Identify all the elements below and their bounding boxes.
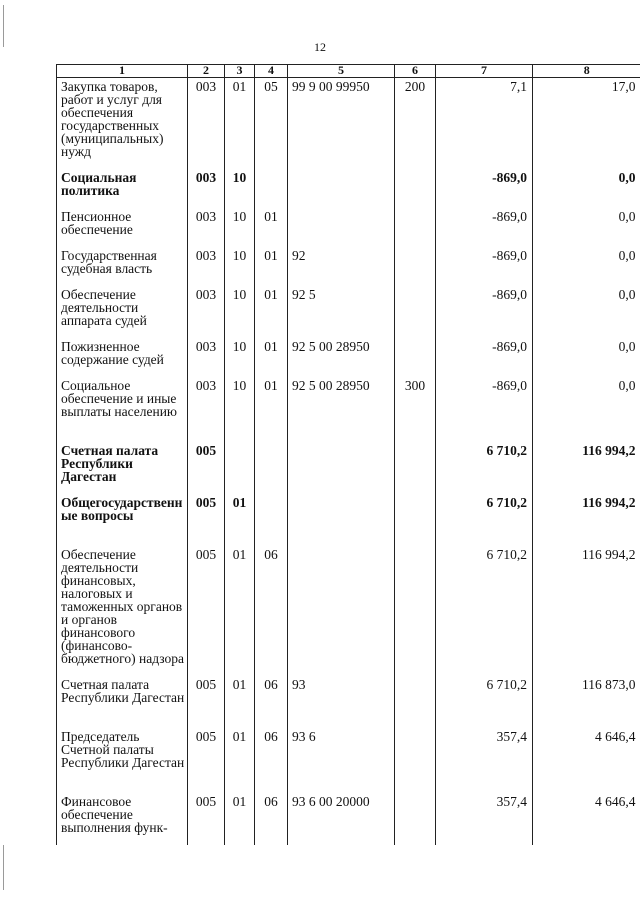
row-value-cell: -869,0 (436, 208, 533, 247)
row-name-cell: Обеспечение деятельности финансовых, налоговых и таможенных органов и органов финансового (финансово-бюджетного) надзора (57, 546, 188, 676)
row-value-cell: 357,4 (436, 793, 533, 845)
row-value-cell (395, 546, 436, 676)
row-value-cell: 01 (225, 728, 255, 793)
row-value-cell: -869,0 (436, 286, 533, 338)
row-value-cell: 01 (225, 793, 255, 845)
row-value-cell: 005 (188, 676, 225, 728)
row-value-cell: 0,0 (533, 208, 640, 247)
row-value-cell (255, 494, 288, 546)
row-value-cell: 01 (225, 494, 255, 546)
row-value-cell: 92 (288, 247, 395, 286)
row-value-cell: 92 5 00 28950 (288, 377, 395, 442)
row-value-cell: 0,0 (533, 169, 640, 208)
row-value-cell: 0,0 (533, 377, 640, 442)
row-value-cell: 93 6 (288, 728, 395, 793)
table-row (57, 676, 640, 728)
row-value-cell (288, 546, 395, 676)
column-header: 4 (255, 65, 288, 78)
row-value-cell: 6 710,2 (436, 676, 533, 728)
column-header: 2 (188, 65, 225, 78)
row-value-cell: 116 994,2 (533, 442, 640, 494)
row-name-cell: Пожизненное содержание судей (57, 338, 188, 377)
row-value-cell: 005 (188, 442, 225, 494)
row-value-cell: 06 (255, 728, 288, 793)
row-value-cell: 92 5 (288, 286, 395, 338)
row-value-cell: -869,0 (436, 338, 533, 377)
row-value-cell: 116 994,2 (533, 494, 640, 546)
row-value-cell (395, 208, 436, 247)
row-value-cell (395, 338, 436, 377)
row-value-cell: 10 (225, 169, 255, 208)
row-value-cell: 6 710,2 (436, 442, 533, 494)
row-value-cell: 01 (225, 676, 255, 728)
table-row (57, 442, 640, 494)
row-value-cell: 005 (188, 728, 225, 793)
row-value-cell (395, 793, 436, 845)
table-row (57, 286, 640, 338)
row-value-cell: 4 646,4 (533, 728, 640, 793)
row-value-cell: 92 5 00 28950 (288, 338, 395, 377)
row-name-cell: Пенсионное обеспечение (57, 208, 188, 247)
row-value-cell: 003 (188, 286, 225, 338)
row-name-cell: Общегосударственные вопросы (57, 494, 188, 546)
row-value-cell: 116 873,0 (533, 676, 640, 728)
table-row (57, 208, 640, 247)
column-header: 8 (533, 65, 640, 78)
row-value-cell: 10 (225, 286, 255, 338)
row-value-cell (255, 442, 288, 494)
table-row (57, 338, 640, 377)
row-value-cell: 0,0 (533, 338, 640, 377)
row-value-cell: 003 (188, 247, 225, 286)
row-value-cell (395, 286, 436, 338)
table-row (57, 793, 640, 845)
row-value-cell: -869,0 (436, 377, 533, 442)
row-name-cell: Финансовое обеспечение выполнения функ- (57, 793, 188, 845)
row-name-cell: Председатель Счетной палаты Республики Дагестан (57, 728, 188, 793)
table-row (57, 546, 640, 676)
row-value-cell (288, 442, 395, 494)
row-name-cell: Счетная палата Республики Дагестан (57, 442, 188, 494)
row-value-cell: 01 (255, 286, 288, 338)
row-value-cell: 116 994,2 (533, 546, 640, 676)
column-header: 5 (288, 65, 395, 78)
row-value-cell: 005 (188, 793, 225, 845)
row-value-cell (255, 169, 288, 208)
row-value-cell: 10 (225, 377, 255, 442)
table-row (57, 494, 640, 546)
row-value-cell: 005 (188, 546, 225, 676)
row-value-cell: 01 (255, 247, 288, 286)
row-value-cell (288, 169, 395, 208)
row-value-cell: 003 (188, 169, 225, 208)
row-value-cell (395, 442, 436, 494)
table-body (57, 78, 640, 845)
column-header: 1 (57, 65, 188, 78)
row-value-cell (395, 728, 436, 793)
row-value-cell: 357,4 (436, 728, 533, 793)
row-value-cell: 003 (188, 208, 225, 247)
column-header: 7 (436, 65, 533, 78)
row-value-cell: 93 6 00 20000 (288, 793, 395, 845)
row-value-cell: 06 (255, 793, 288, 845)
row-value-cell: 005 (188, 494, 225, 546)
page-number: 12 (314, 40, 326, 54)
row-value-cell: 01 (255, 338, 288, 377)
row-value-cell: 003 (188, 338, 225, 377)
row-value-cell (395, 169, 436, 208)
row-value-cell: 10 (225, 208, 255, 247)
row-name-cell: Социальная политика (57, 169, 188, 208)
column-header: 6 (395, 65, 436, 78)
row-value-cell: 0,0 (533, 247, 640, 286)
table-row (57, 377, 640, 442)
row-value-cell: 0,0 (533, 286, 640, 338)
table-row (57, 247, 640, 286)
row-value-cell: 99 9 00 99950 (288, 78, 395, 169)
row-value-cell: 01 (255, 208, 288, 247)
row-name-cell: Счетная палата Республики Дагестан (57, 676, 188, 728)
row-value-cell: 10 (225, 338, 255, 377)
row-value-cell (288, 208, 395, 247)
row-value-cell: 01 (225, 78, 255, 169)
row-name-cell: Социальное обеспечение и иные выплаты населению (57, 377, 188, 442)
row-value-cell: 003 (188, 377, 225, 442)
row-value-cell: 300 (395, 377, 436, 442)
row-value-cell (225, 442, 255, 494)
budget-table (56, 64, 640, 845)
row-value-cell: 01 (255, 377, 288, 442)
row-value-cell: 17,0 (533, 78, 640, 169)
row-value-cell: 7,1 (436, 78, 533, 169)
row-name-cell: Государственная судебная власть (57, 247, 188, 286)
row-value-cell: 6 710,2 (436, 494, 533, 546)
row-value-cell: 200 (395, 78, 436, 169)
row-name-cell: Обеспечение деятельности аппарата судей (57, 286, 188, 338)
row-value-cell (288, 494, 395, 546)
table-row (57, 78, 640, 169)
table-row (57, 728, 640, 793)
table-header-row (57, 65, 640, 78)
row-value-cell: -869,0 (436, 247, 533, 286)
row-value-cell (395, 494, 436, 546)
row-value-cell: 003 (188, 78, 225, 169)
row-value-cell: 10 (225, 247, 255, 286)
row-value-cell: 06 (255, 546, 288, 676)
row-name-cell: Закупка товаров, работ и услуг для обеспечения государственных (муниципальных) нужд (57, 78, 188, 169)
row-value-cell: 05 (255, 78, 288, 169)
column-header: 3 (225, 65, 255, 78)
row-value-cell: 93 (288, 676, 395, 728)
row-value-cell: 01 (225, 546, 255, 676)
row-value-cell: -869,0 (436, 169, 533, 208)
row-value-cell (395, 247, 436, 286)
row-value-cell: 06 (255, 676, 288, 728)
table-row (57, 169, 640, 208)
row-value-cell (395, 676, 436, 728)
scan-edge-mark (3, 845, 4, 890)
row-value-cell: 4 646,4 (533, 793, 640, 845)
row-value-cell: 6 710,2 (436, 546, 533, 676)
